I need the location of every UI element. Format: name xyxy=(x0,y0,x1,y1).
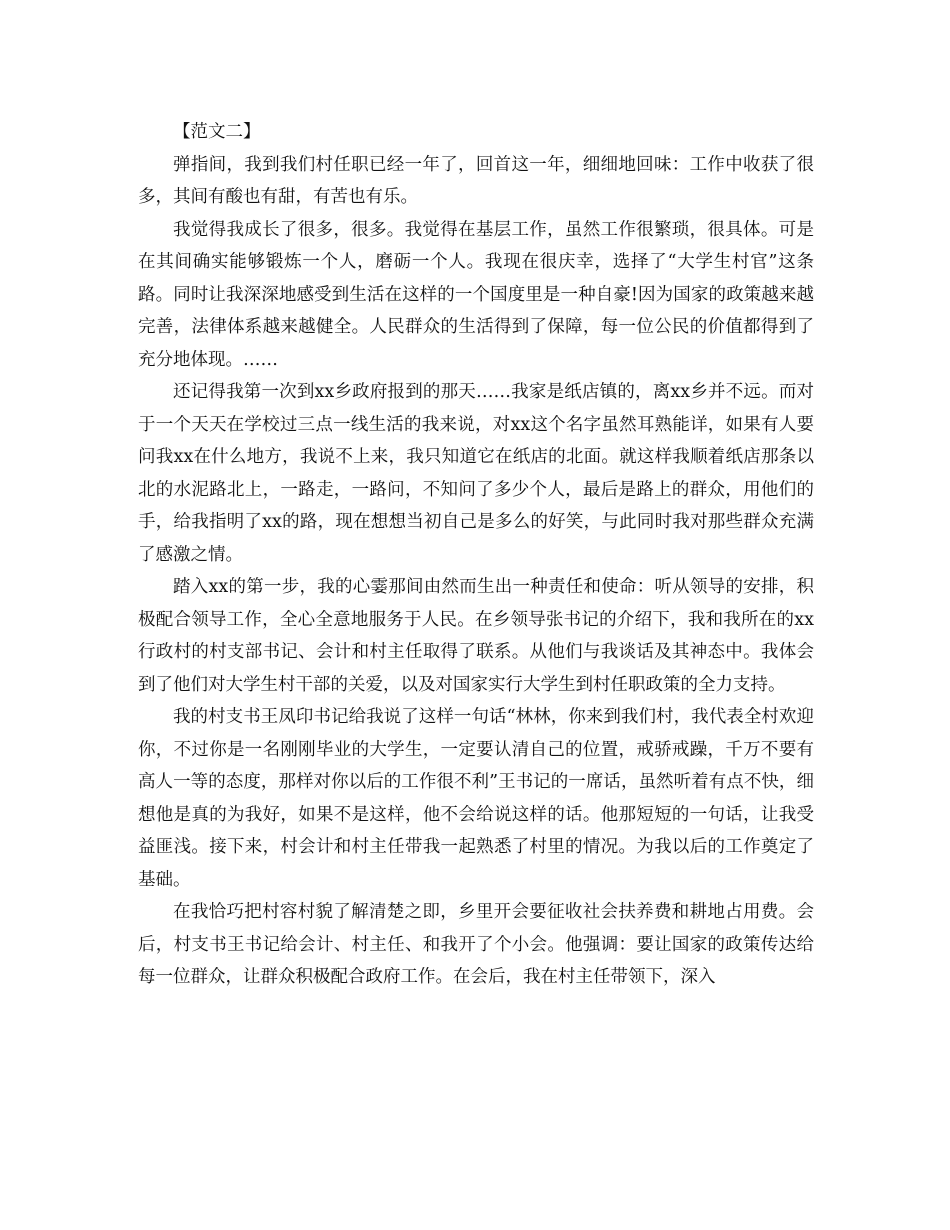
paragraph-1: 弹指间，我到我们村任职已经一年了，回首这一年，细细地回味：工作中收获了很多，其间有酸也有甜，有苦也有乐。 xyxy=(138,154,814,207)
paragraph-6: 在我恰巧把村容村貌了解清楚之即，乡里开会要征收社会扶养费和耕地占用费。会后，村支书王书记给会计、村主任、和我开了个小会。他强调：要让国家的政策传达给每一位群众，让群众积极配合政府工作。在会后，我在村主任带领下，深入 xyxy=(138,902,814,987)
section-heading: 【范文二】 xyxy=(173,122,261,142)
paragraph-2: 我觉得我成长了很多，很多。我觉得在基层工作，虽然工作很繁琐，很具体。可是在其间确实能够锻炼一个人，磨砺一个人。我现在很庆幸，选择了“大学生村官”这条路。同时让我深深地感受到生活在这样的一个国度里是一种自豪!因为国家的政策越来越完善，法律体系越来越健全。人民群众的生活得到了保障，每一位公民的价值都得到了充分地体现。…… xyxy=(138,219,814,370)
document-body xyxy=(138,116,814,994)
paragraph-4: 踏入xx的第一步，我的心霎那间由然而生出一种责任和使命：听从领导的安排，积极配合领导工作，全心全意地服务于人民。在乡领导张书记的介绍下，我和我所在的xx行政村的村支部书记、会计和村主任取得了联系。从他们与我谈话及其神态中。我体会到了他们对大学生村干部的关爱，以及对国家实行大学生到村任职政策的全力支持。 xyxy=(138,577,814,695)
paragraph-3: 还记得我第一次到xx乡政府报到的那天……我家是纸店镇的，离xx乡并不远。而对于一个天天在学校过三点一线生活的我来说，对xx这个名字虽然耳熟能详，如果有人要问我xx在什么地方，我说不上来，我只知道它在纸店的北面。就这样我顺着纸店那条以北的水泥路北上，一路走，一路问，不知问了多少个人，最后是路上的群众，用他们的手，给我指明了xx的路，现在想想当初自己是多么的好笑，与此同时我对那些群众充满了感激之情。 xyxy=(138,382,814,565)
paragraph-5: 我的村支书王凤印书记给我说了这样一句话“林林，你来到我们村，我代表全村欢迎你，不过你是一名刚刚毕业的大学生，一定要认清自己的位置，戒骄戒躁，千万不要有高人一等的态度，那样对你以后的工作很不利”王书记的一席话，虽然听着有点不快，细想他是真的为我好，如果不是这样，他不会给说这样的话。他那短短的一句话，让我受益匪浅。接下来，村会计和村主任带我一起熟悉了村里的情况。为我以后的工作奠定了基础。 xyxy=(138,707,814,890)
